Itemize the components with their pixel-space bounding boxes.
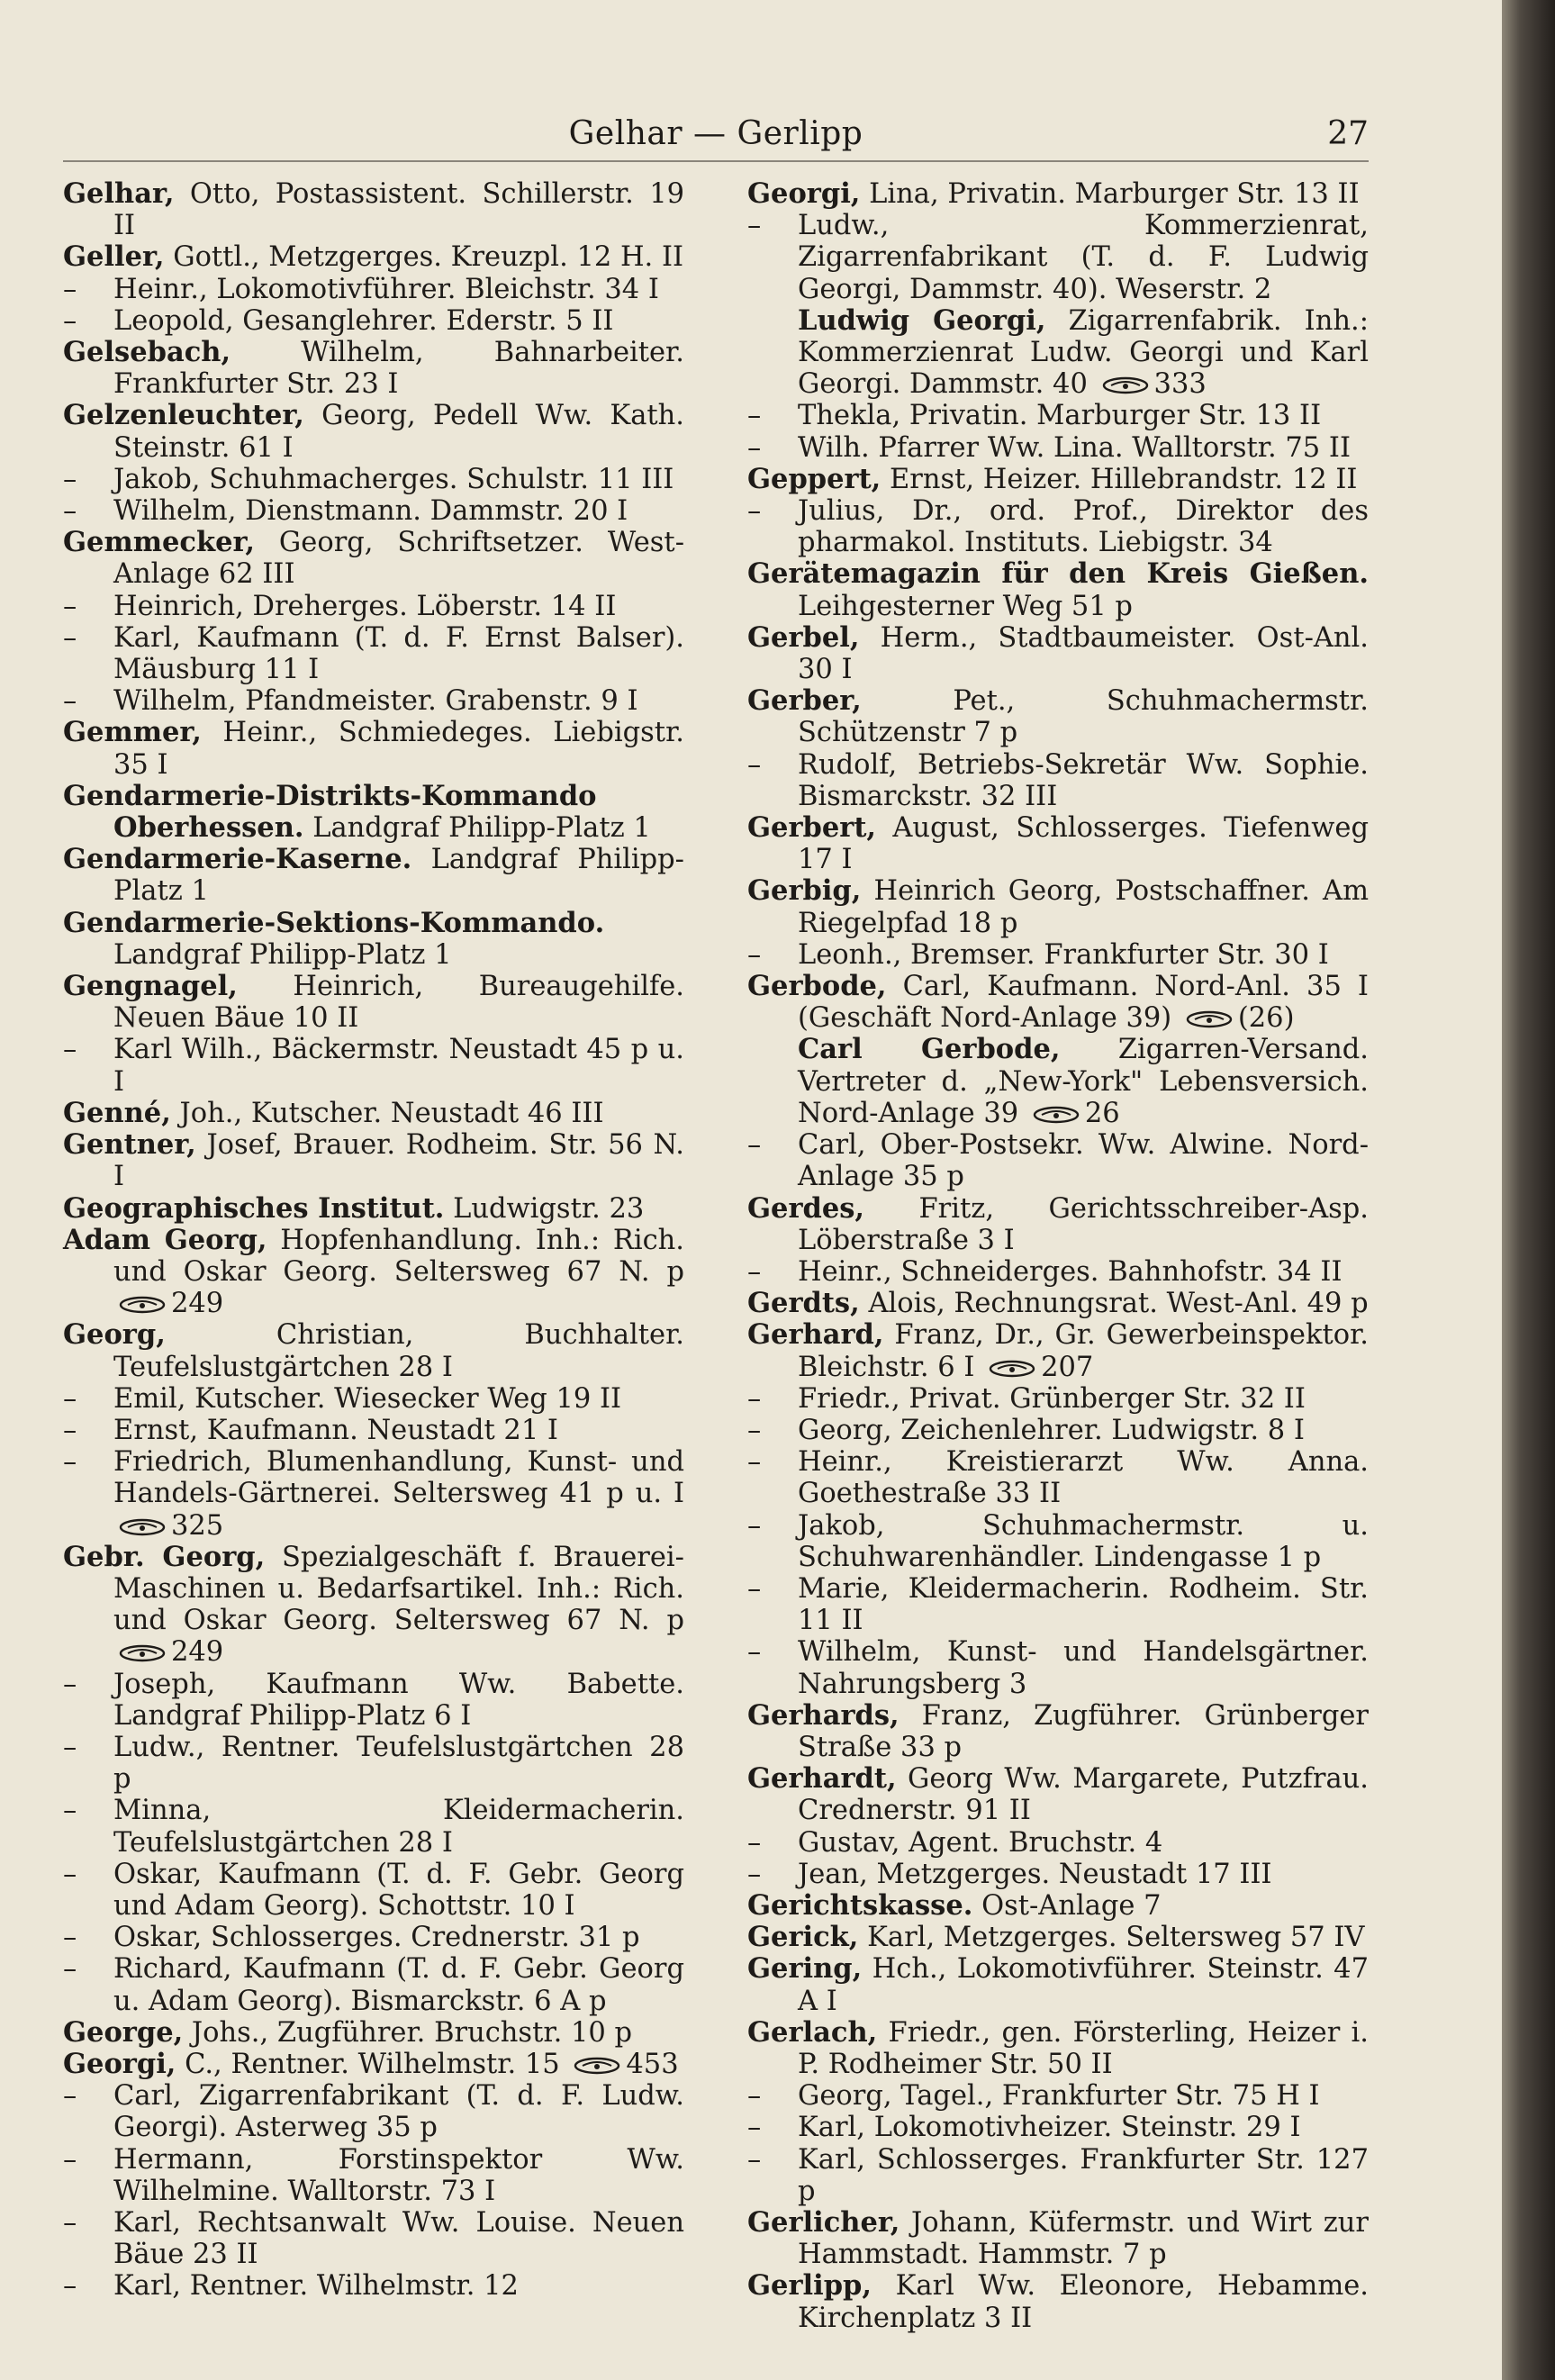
directory-entry: [63, 2207, 684, 2270]
entry-details: Gottl., Metzgerges. Kreuzpl. 12 H. II: [173, 241, 684, 274]
entry-details: Hch., Lokomotivführer. Steinstr. 47 A I: [798, 1953, 1369, 2017]
phone-number: 26: [1084, 1097, 1120, 1129]
entry-surname: Gerdes,: [747, 1191, 865, 1225]
directory-entry: [747, 1859, 1369, 1890]
entry-surname: Georgi,: [747, 177, 861, 210]
directory-entry: [63, 1669, 684, 1732]
directory-entry: [63, 527, 684, 590]
phone-number: 333: [1153, 368, 1207, 401]
page-number: 27: [1327, 115, 1369, 152]
ditto-dash: –: [747, 2112, 762, 2144]
telephone-icon: [1102, 376, 1149, 394]
directory-entry: [747, 812, 1369, 875]
directory-entry: [63, 400, 684, 463]
directory-entry: [63, 591, 684, 622]
entry-surname: Gendarmerie-Sektions-Kommando.: [63, 906, 605, 939]
directory-entry: [747, 875, 1369, 938]
directory-entry: [747, 1510, 1369, 1573]
directory-entry: [63, 908, 684, 971]
entry-details: C., Rentner. Wilhelmstr. 15: [185, 2048, 560, 2080]
entry-details: Oskar, Kaufmann (T. d. F. Gebr. Georg und Adam Georg). Schottstr. 10 I: [113, 1858, 684, 1922]
entry-surname: Georgi,: [63, 2047, 176, 2080]
entry-surname: Gerbert,: [747, 811, 877, 845]
directory-entry: [747, 622, 1369, 685]
ditto-dash: –: [63, 495, 77, 528]
directory-entry: [747, 1193, 1369, 1256]
entry-details: Heinrich Georg, Postschaffner. Am Riegelpfad 18 p: [798, 875, 1369, 939]
entry-details: Thekla, Privatin. Marburger Str. 13 II: [798, 400, 1322, 432]
ditto-dash: –: [747, 1826, 762, 1859]
ditto-dash: –: [747, 748, 762, 781]
entry-details: Carl, Kaufmann. Nord-Anl. 35 I (Geschäft Nord-Anlage 39): [798, 971, 1369, 1035]
entry-details: Jakob, Schuhmachermstr. u. Schuhwarenhändler. Lindengasse 1 p: [798, 1509, 1369, 1573]
entry-details: Karl, Rechtsanwalt Ww. Louise. Neuen Bäue 23 II: [113, 2207, 684, 2271]
directory-entry: [63, 844, 684, 907]
phone-number: 249: [171, 1636, 224, 1669]
directory-entry: [747, 749, 1369, 812]
entry-details: Heinr., Schneiderges. Bahnhofstr. 34 II: [798, 1255, 1343, 1288]
directory-entry: [63, 495, 684, 527]
entry-details: Georg, Zeichenlehrer. Ludwigstr. 8 I: [798, 1414, 1305, 1446]
entry-details: Friedr., gen. Försterling, Heizer i. P. Rodheimer Str. 50 II: [798, 2016, 1369, 2080]
ditto-dash: –: [747, 210, 762, 242]
directory-entry: [747, 178, 1369, 210]
ditto-dash: –: [63, 1034, 77, 1066]
entry-details: Franz, Zugführer. Grünberger Straße 33 p: [798, 1699, 1369, 1763]
directory-entry: [747, 1827, 1369, 1859]
directory-entry: [63, 1129, 684, 1192]
directory-entry: [747, 400, 1369, 431]
entry-details: Heinrich, Dreherges. Löberstr. 14 II: [113, 590, 617, 622]
entry-details: Minna, Kleidermacherin. Teufelslustgärtchen 28 I: [113, 1795, 684, 1859]
entry-details: Friedrich, Blumenhandlung, Kunst- und Handels-Gärtnerei. Seltersweg 41 p u. I: [113, 1446, 684, 1510]
ditto-dash: –: [63, 1446, 77, 1479]
entry-details: Georg, Tagel., Frankfurter Str. 75 H I: [798, 2080, 1320, 2113]
telephone-icon: [119, 1296, 166, 1314]
ditto-dash: –: [747, 1382, 762, 1415]
directory-entry: [747, 2207, 1369, 2270]
directory-entry: [747, 558, 1369, 621]
directory-entry: [63, 2270, 684, 2302]
phone-number: 249: [171, 1288, 224, 1320]
entry-details: Heinr., Kreistierarzt Ww. Anna. Goethestraße 33 II: [798, 1446, 1369, 1510]
phone-number: (26): [1237, 1002, 1295, 1035]
directory-entry: [747, 685, 1369, 748]
entry-details: Spezialgeschäft f. Brauerei-Maschinen u. Bedarfsartikel. Inh.: Rich. und Oskar Georg. Seltersweg 67 N. p: [113, 1541, 684, 1637]
directory-entry: [747, 1383, 1369, 1415]
ditto-dash: –: [747, 1446, 762, 1479]
ditto-dash: –: [747, 1636, 762, 1669]
directory-entry: [63, 1034, 684, 1097]
entry-surname: Gerichtskasse.: [747, 1888, 973, 1922]
entry-surname: Gerdts,: [747, 1287, 860, 1320]
entry-details: Johs., Zugführer. Bruchstr. 10 p: [191, 2016, 632, 2049]
entry-details: Franz, Dr., Gr. Gewerbeinspektor. Bleichstr. 6 I: [798, 1319, 1369, 1383]
directory-entry: [747, 464, 1369, 495]
directory-entry: [747, 1415, 1369, 1446]
entry-surname: Geller,: [63, 240, 165, 274]
directory-entry: [63, 971, 684, 1034]
entry-surname: Gebr. Georg,: [63, 1540, 266, 1573]
entry-details: Josef, Brauer. Rodheim. Str. 56 N. I: [113, 1129, 684, 1193]
directory-entry: [747, 2270, 1369, 2333]
ditto-dash: –: [63, 1858, 77, 1890]
entry-details: Heinr., Lokomotivführer. Bleichstr. 34 I: [113, 273, 659, 305]
entry-details: Joseph, Kaufmann Ww. Babette. Landgraf Philipp-Platz 6 I: [113, 1668, 684, 1732]
ditto-dash: –: [747, 400, 762, 432]
entry-details: Wilhelm, Kunst- und Handelsgärtner. Nahrungsberg 3: [798, 1636, 1369, 1700]
entry-surname: Gerhards,: [747, 1698, 900, 1732]
directory-entry: [63, 1859, 684, 1922]
directory-entry: [63, 622, 684, 685]
directory-entry: [747, 1763, 1369, 1826]
entry-details: Herm., Stadtbaumeister. Ost-Anl. 30 I: [798, 621, 1370, 686]
entry-surname: Gerick,: [747, 1921, 859, 1954]
entry-details: Wilhelm, Pfandmeister. Grabenstr. 9 I: [113, 685, 638, 718]
phone-number: 453: [626, 2048, 679, 2080]
directory-entry: [63, 2144, 684, 2207]
entry-details: Georg, Schriftsetzer. West-Anlage 62 III: [113, 527, 684, 591]
entry-surname: Gerhard,: [747, 1318, 884, 1352]
ditto-dash: –: [63, 1731, 77, 1763]
directory-entry: [747, 1922, 1369, 1953]
ditto-dash: –: [63, 2270, 77, 2303]
entry-details: Karl, Schlosserges. Frankfurter Str. 127 p: [798, 2143, 1369, 2207]
entry-details: Hopfenhandlung. Inh.: Rich. und Oskar Georg. Seltersweg 67 N. p: [113, 1224, 684, 1288]
ditto-dash: –: [747, 431, 762, 464]
ditto-dash: –: [63, 2080, 77, 2113]
entry-surname: Gelzenleuchter,: [63, 399, 304, 432]
entry-surname: Gendarmerie-Kaserne.: [63, 843, 412, 876]
entry-surname: Gerlicher,: [747, 2206, 900, 2239]
ditto-dash: –: [63, 1668, 77, 1700]
entry-details: Ernst, Heizer. Hillebrandstr. 12 II: [890, 463, 1358, 495]
entry-details: Zigarren-Versand. Vertreter d. „New-York" Lebensversich. Nord-Anlage 39: [798, 1034, 1369, 1129]
directory-entry: [747, 1034, 1369, 1129]
directory-entry: [63, 1193, 684, 1225]
entry-details: Karl, Metzgerges. Seltersweg 57 IV: [867, 1922, 1365, 1954]
directory-entry: [747, 305, 1369, 401]
book-spine-edge: [1502, 0, 1555, 2380]
entry-details: Karl, Kaufmann (T. d. F. Ernst Balser). Mäusburg 11 I: [113, 621, 684, 686]
directory-entry: [63, 2049, 684, 2080]
ditto-dash: –: [747, 1129, 762, 1162]
entry-surname: Gering,: [747, 1952, 863, 1986]
entry-surname: Gelsebach,: [63, 336, 231, 369]
telephone-icon: [119, 1644, 166, 1662]
directory-entry: [63, 1446, 684, 1542]
entry-details: Alois, Rechnungsrat. West-Anl. 49 p: [868, 1288, 1369, 1320]
entry-details: Otto, Postassistent. Schillerstr. 19 II: [113, 178, 685, 242]
directory-entry: [747, 971, 1369, 1034]
entry-details: Jean, Metzgerges. Neustadt 17 III: [798, 1858, 1272, 1890]
entry-surname: Adam Georg,: [63, 1223, 267, 1256]
entry-surname: Gerbode,: [747, 970, 887, 1003]
entry-surname: Gendarmerie-Distrikts-Kommando Oberhessen.: [63, 779, 597, 845]
entry-details: Joh., Kutscher. Neustadt 46 III: [179, 1097, 604, 1129]
entry-surname: Georg,: [63, 1318, 166, 1352]
entry-details: Wilhelm, Bahnarbeiter. Frankfurter Str. 23 I: [113, 337, 684, 401]
entry-details: Fritz, Gerichtsschreiber-Asp. Löberstraße 3 I: [798, 1192, 1369, 1256]
entry-details: Pet., Schuhmachermstr. Schützenstr 7 p: [798, 685, 1369, 749]
entry-surname: George,: [63, 2015, 184, 2049]
entry-details: Karl, Lokomotivheizer. Steinstr. 29 I: [798, 2112, 1301, 2144]
entry-surname: Geographisches Institut.: [63, 1191, 445, 1225]
directory-entry: [747, 432, 1369, 464]
entry-details: Georg, Pedell Ww. Kath. Steinstr. 61 I: [113, 400, 684, 464]
ditto-dash: –: [63, 590, 77, 622]
entry-details: Marie, Kleidermacherin. Rodheim. Str. 11 II: [798, 1572, 1369, 1637]
telephone-icon: [1186, 1010, 1233, 1028]
directory-entry: [63, 1732, 684, 1795]
entry-details: Landgraf Philipp-Platz 1: [113, 938, 452, 971]
ditto-dash: –: [63, 1382, 77, 1415]
entry-details: Julius, Dr., ord. Prof., Direktor des pharmakol. Instituts. Liebigstr. 34: [798, 495, 1369, 559]
directory-entry: [747, 495, 1369, 558]
entry-surname: Gerbel,: [747, 620, 860, 654]
phone-number: 207: [1041, 1351, 1094, 1383]
ditto-dash: –: [63, 463, 77, 495]
directory-entry: [747, 1953, 1369, 2016]
directory-entry: [63, 241, 684, 273]
entry-surname: Geppert,: [747, 462, 881, 495]
directory-entry: [747, 2112, 1369, 2143]
entry-details: Wilhelm, Dienstmann. Dammstr. 20 I: [113, 495, 628, 528]
telephone-icon: [989, 1360, 1035, 1378]
entry-details: Christian, Buchhalter. Teufelslustgärtchen 28 I: [113, 1319, 684, 1383]
entry-surname: Carl Gerbode,: [798, 1033, 1061, 1066]
entry-details: Karl Wilh., Bäckermstr. Neustadt 45 p u. I: [113, 1034, 684, 1098]
directory-entry: [63, 1319, 684, 1382]
entry-surname: Gemmer,: [63, 716, 202, 749]
directory-entry: [63, 1383, 684, 1415]
entry-details: Ludw., Kommerzienrat, Zigarrenfabrikant (T. d. F. Ludwig Georgi, Dammstr. 40). Weserstr. 2: [798, 210, 1369, 305]
entry-surname: Ludwig Georgi,: [798, 303, 1046, 337]
ditto-dash: –: [63, 273, 77, 305]
ditto-dash: –: [63, 1795, 77, 1827]
entry-details: Carl, Ober-Postsekr. Ww. Alwine. Nord-Anlage 35 p: [798, 1129, 1369, 1193]
entry-surname: Gerhardt,: [747, 1762, 897, 1796]
entry-details: Heinr., Schmiedeges. Liebigstr. 35 I: [113, 717, 684, 781]
entry-surname: Gerber,: [747, 684, 862, 718]
directory-entry: [63, 464, 684, 495]
telephone-icon: [119, 1518, 166, 1536]
entry-surname: Gentner,: [63, 1128, 196, 1162]
ditto-dash: –: [63, 2143, 77, 2176]
directory-entry: [747, 1890, 1369, 1922]
entry-details: Ernst, Kaufmann. Neustadt 21 I: [113, 1414, 558, 1446]
entry-details: Landgraf Philipp-Platz 1: [312, 812, 651, 845]
entry-details: Ludwigstr. 23: [453, 1192, 645, 1225]
directory-entry: [747, 1446, 1369, 1509]
ditto-dash: –: [63, 1414, 77, 1446]
running-title: Gelhar — Gerlipp: [568, 115, 863, 152]
ditto-dash: –: [747, 1858, 762, 1890]
entry-details: Leihgesterner Weg 51 p: [798, 590, 1133, 622]
directory-entry: [63, 781, 684, 844]
right-column: [747, 178, 1369, 2334]
entry-details: Zigarrenfabrik. Inh.: Kommerzienrat Ludw. Georgi und Karl Georgi. Dammstr. 40: [798, 304, 1369, 401]
ditto-dash: –: [63, 685, 77, 718]
ditto-dash: –: [747, 1414, 762, 1446]
directory-entry: [747, 2144, 1369, 2207]
entry-details: August, Schlosserges. Tiefenweg 17 I: [798, 812, 1369, 876]
directory-entry: [747, 1636, 1369, 1699]
directory-entry: [63, 1922, 684, 1953]
entry-surname: Gerlach,: [747, 2015, 878, 2049]
phone-number: 325: [171, 1509, 224, 1542]
directory-entry: [63, 178, 684, 241]
entry-details: Lina, Privatin. Marburger Str. 13 II: [869, 178, 1360, 210]
entry-details: Gustav, Agent. Bruchstr. 4: [798, 1826, 1163, 1859]
ditto-dash: –: [63, 621, 77, 654]
entry-details: Hermann, Forstinspektor Ww. Wilhelmine. Walltorstr. 73 I: [113, 2143, 684, 2207]
entry-details: Landgraf Philipp-Platz 1: [113, 844, 684, 908]
entry-details: Oskar, Schlosserges. Crednerstr. 31 p: [113, 1922, 640, 1954]
page-header: [63, 108, 1369, 162]
directory-entry: [63, 1795, 684, 1858]
entry-details: Richard, Kaufmann (T. d. F. Gebr. Georg u. Adam Georg). Bismarckstr. 6 A p: [113, 1953, 684, 2017]
directory-entry: [63, 1225, 684, 1320]
entry-details: Rudolf, Betriebs-Sekretär Ww. Sophie. Bismarckstr. 32 III: [798, 748, 1369, 812]
directory-entry: [747, 210, 1369, 305]
ditto-dash: –: [747, 495, 762, 528]
entry-details: Leopold, Gesanglehrer. Ederstr. 5 II: [113, 304, 614, 337]
entry-surname: Gerlipp,: [747, 2269, 872, 2303]
directory-entry: [63, 1098, 684, 1129]
directory-entry: [63, 274, 684, 305]
entry-surname: Gengnagel,: [63, 970, 238, 1003]
telephone-icon: [574, 2057, 620, 2075]
directory-entry: [747, 939, 1369, 971]
directory-entry: [747, 1129, 1369, 1192]
entry-details: Jakob, Schuhmacherges. Schulstr. 11 III: [113, 463, 674, 495]
ditto-dash: –: [747, 1572, 762, 1605]
entry-details: Karl Ww. Eleonore, Hebamme. Kirchenplatz 3 II: [798, 2270, 1369, 2334]
entry-surname: Gemmecker,: [63, 526, 255, 559]
entry-details: Wilh. Pfarrer Ww. Lina. Walltorstr. 75 II: [798, 431, 1352, 464]
left-column: [63, 178, 684, 2303]
directory-entry: [63, 2017, 684, 2049]
entry-surname: Gelhar,: [63, 177, 175, 210]
telephone-icon: [1033, 1106, 1080, 1124]
entry-details: Ludw., Rentner. Teufelslustgärtchen 28 p: [113, 1731, 684, 1796]
ditto-dash: –: [747, 938, 762, 971]
header-rule: [63, 160, 1369, 162]
ditto-dash: –: [63, 304, 77, 337]
ditto-dash: –: [747, 2080, 762, 2113]
directory-entry: [63, 305, 684, 337]
directory-entry: [63, 1542, 684, 1669]
entry-details: Heinrich, Bureaugehilfe. Neuen Bäue 10 II: [113, 971, 684, 1035]
ditto-dash: –: [63, 1953, 77, 1986]
directory-entry: [747, 1256, 1369, 1288]
entry-details: Johann, Küfermstr. und Wirt zur Hammstadt. Hammstr. 7 p: [798, 2207, 1369, 2271]
directory-entry: [63, 1415, 684, 1446]
directory-entry: [63, 685, 684, 717]
entry-details: Friedr., Privat. Grünberger Str. 32 II: [798, 1382, 1306, 1415]
ditto-dash: –: [747, 1509, 762, 1542]
entry-surname: Gerätemagazin für den Kreis Gießen.: [747, 557, 1369, 591]
directory-entry: [747, 1700, 1369, 1763]
ditto-dash: –: [63, 2207, 77, 2239]
directory-entry: [747, 1573, 1369, 1636]
directory-entry: [63, 1953, 684, 2016]
entry-details: Georg Ww. Margarete, Putzfrau. Crednerstr. 91 II: [798, 1763, 1369, 1827]
directory-entry: [747, 2017, 1369, 2080]
entry-details: Ost-Anlage 7: [981, 1889, 1162, 1922]
directory-entry: [63, 717, 684, 780]
directory-entry: [747, 1288, 1369, 1319]
ditto-dash: –: [747, 2143, 762, 2176]
directory-entry: [747, 2080, 1369, 2112]
entry-details: Carl, Zigarrenfabrikant (T. d. F. Ludw. Georgi). Asterweg 35 p: [113, 2080, 684, 2144]
entry-details: Emil, Kutscher. Wiesecker Weg 19 II: [113, 1382, 622, 1415]
entry-details: Karl, Rentner. Wilhelmstr. 12: [113, 2270, 519, 2303]
directory-entry: [747, 1319, 1369, 1382]
ditto-dash: –: [63, 1922, 77, 1954]
directory-entry: [63, 337, 684, 400]
ditto-dash: –: [747, 1255, 762, 1288]
entry-surname: Gerbig,: [747, 874, 862, 908]
entry-details: Leonh., Bremser. Frankfurter Str. 30 I: [798, 938, 1329, 971]
directory-entry: [63, 2080, 684, 2143]
entry-surname: Genné,: [63, 1096, 171, 1129]
